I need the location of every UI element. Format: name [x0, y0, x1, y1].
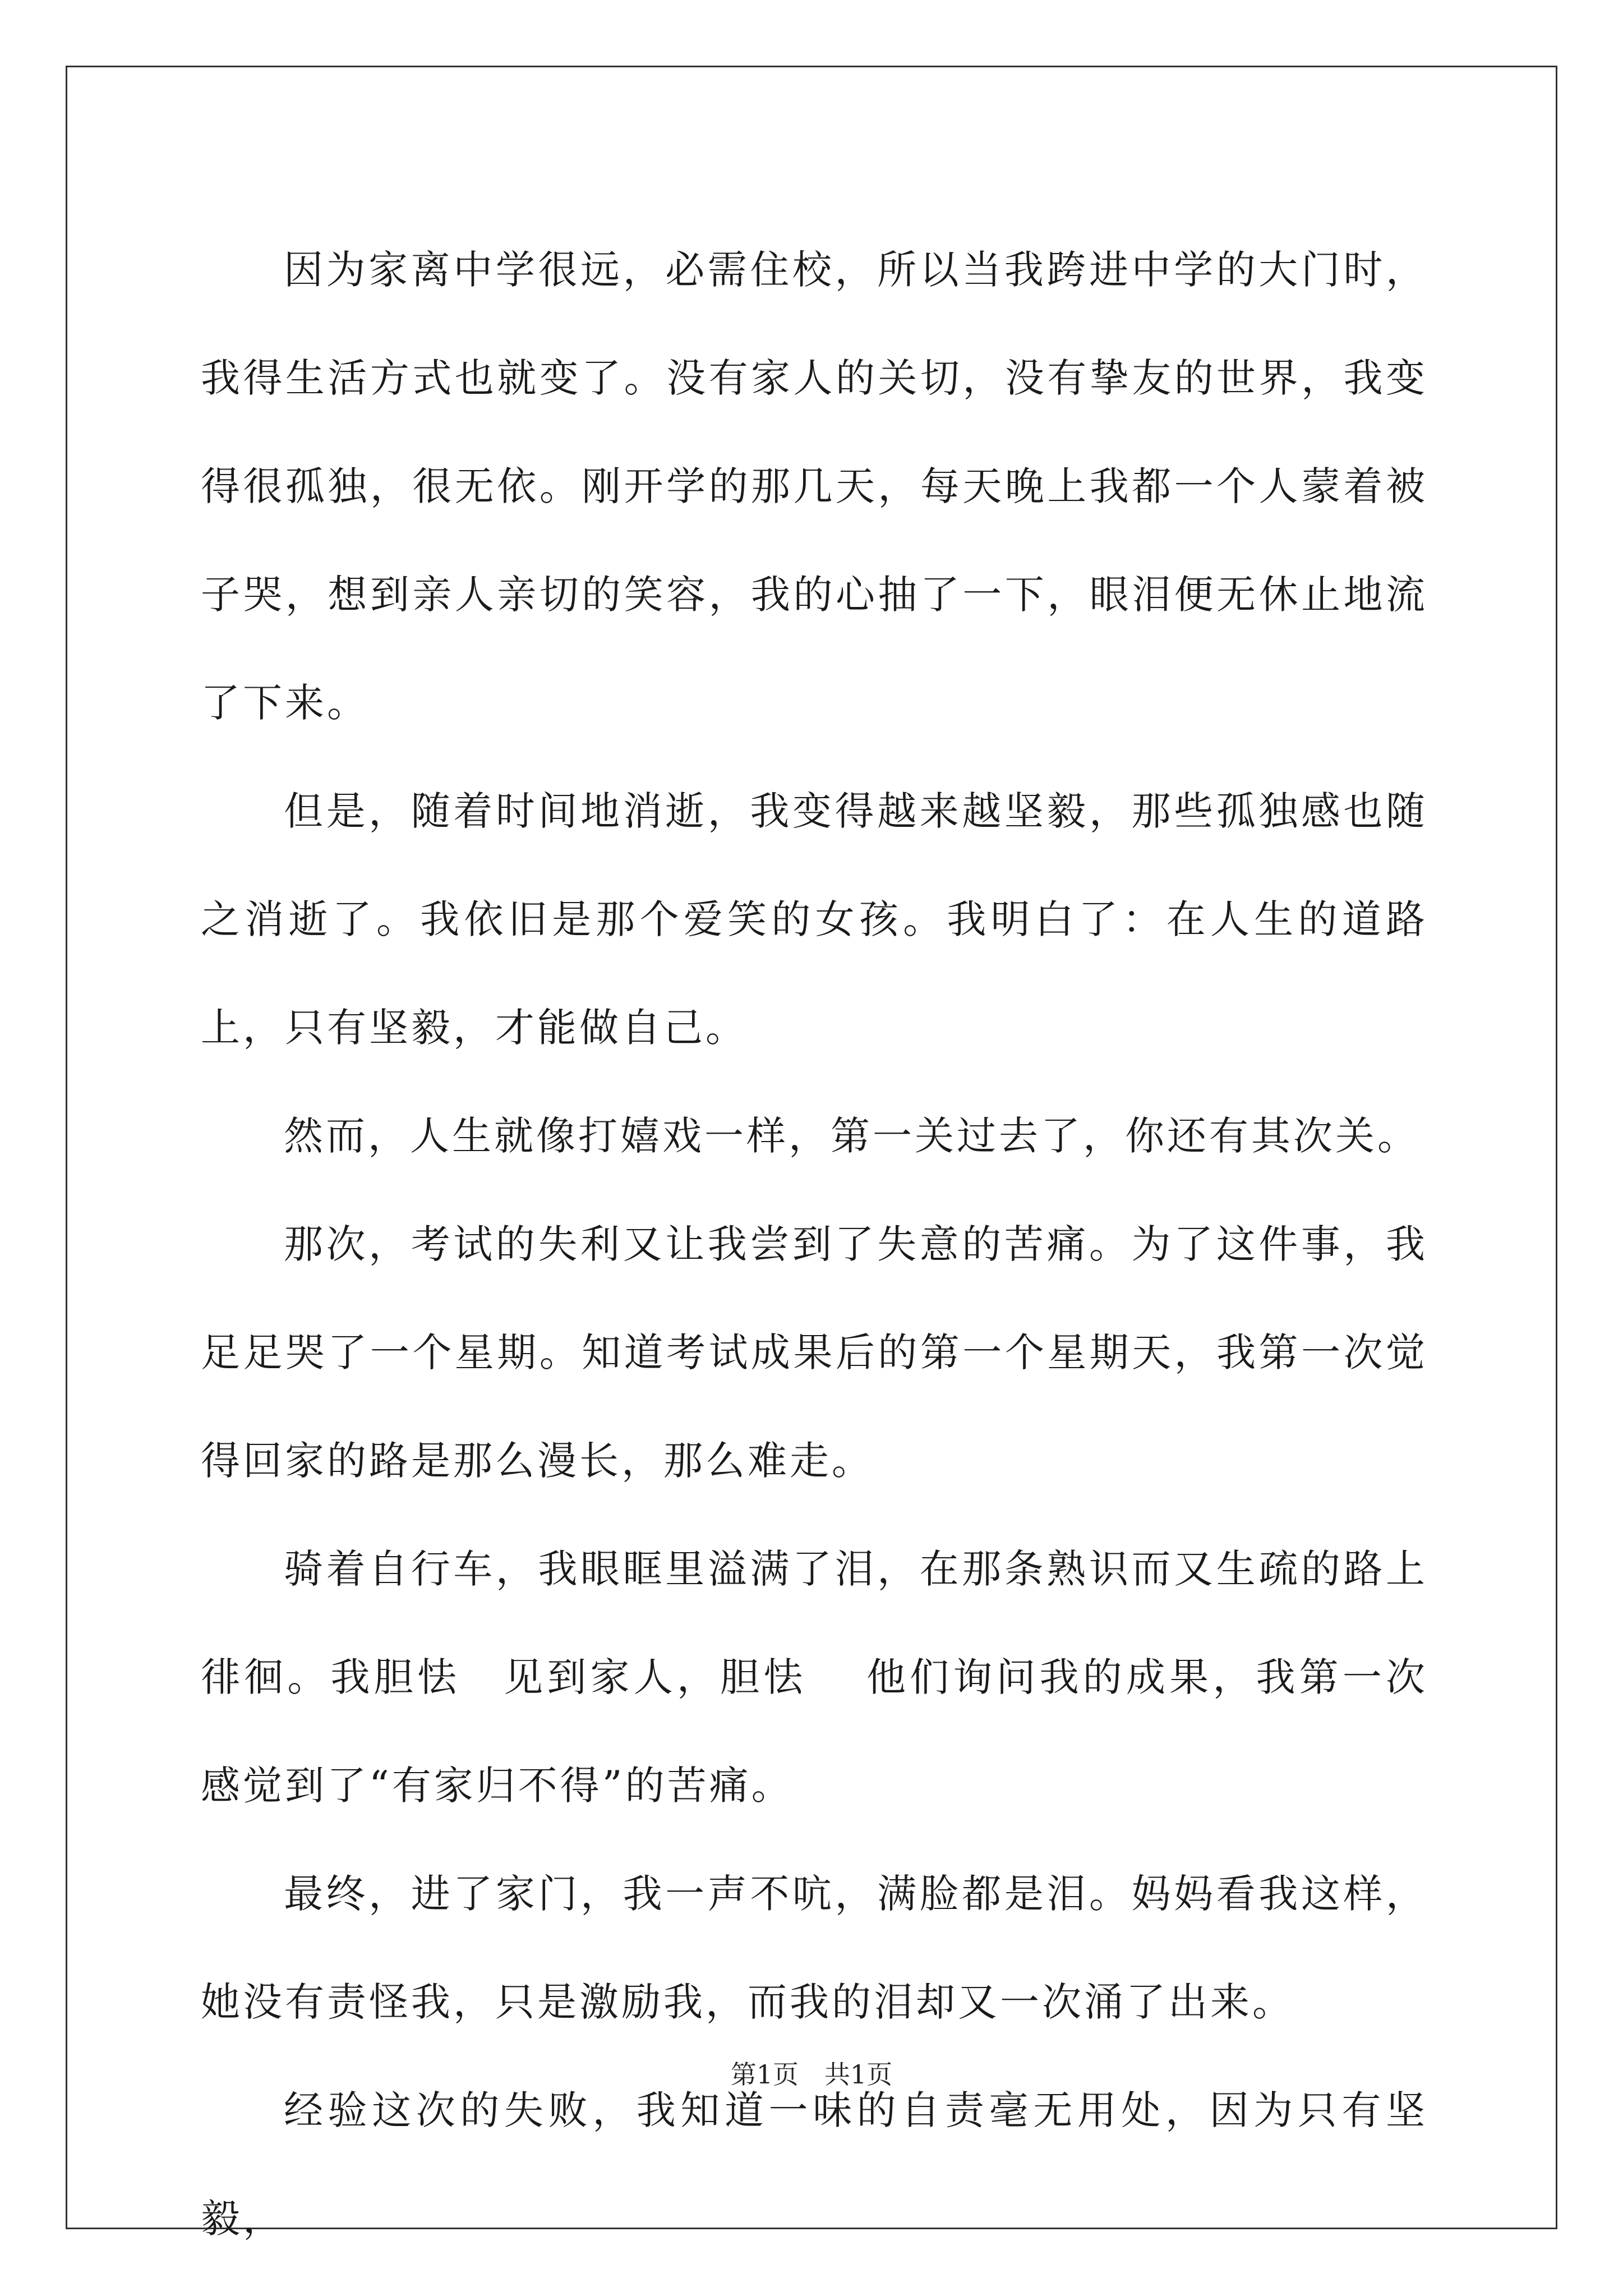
- paragraph-1: 因为家离中学很远，必需住校，所以当我跨进中学的大门时，我得生活方式也就变了。没有家人的关切，没有挚友的世界，我变得很孤独，很无依。刚开学的那几天，每天晚上我都一个人蒙着被子哭，想到亲人亲切的笑容，我的心抽了一下，眼泪便无休止地流了下来。: [201, 247, 1428, 726]
- paragraph-6: 最终，进了家门，我一声不吭，满脸都是泪。妈妈看我这样，她没有责怪我，只是激励我，而我的泪却又一次涌了出来。: [201, 1871, 1428, 2025]
- paragraph-7: 经验这次的失败，我知道一味的自责毫无用处，因为只有坚毅，: [201, 2087, 1428, 2242]
- document-body: [201, 216, 1428, 2273]
- paragraph-3: 然而，人生就像打嬉戏一样，第一关过去了，你还有其次关。: [284, 1113, 1419, 1159]
- paragraph-2: 但是，随着时间地消逝，我变得越来越坚毅，那些孤独感也随之消逝了。我依旧是那个爱笑的女孩。我明白了：在人生的道路上，只有坚毅，才能做自己。: [201, 788, 1428, 1051]
- paragraph-5: 骑着自行车，我眼眶里溢满了泪，在那条熟识而又生疏的路上徘徊。我胆怯 见到家人，胆怯 他们询问我的成果，我第一次感觉到了“有家归不得”的苦痛。: [201, 1546, 1428, 1809]
- page-number-footer: 第1页 共1页: [730, 2059, 893, 2090]
- paragraph-4: 那次，考试的失利又让我尝到了失意的苦痛。为了这件事，我足足哭了一个星期。知道考试成果后的第一个星期天，我第一次觉得回家的路是那么漫长，那么难走。: [201, 1221, 1428, 1484]
